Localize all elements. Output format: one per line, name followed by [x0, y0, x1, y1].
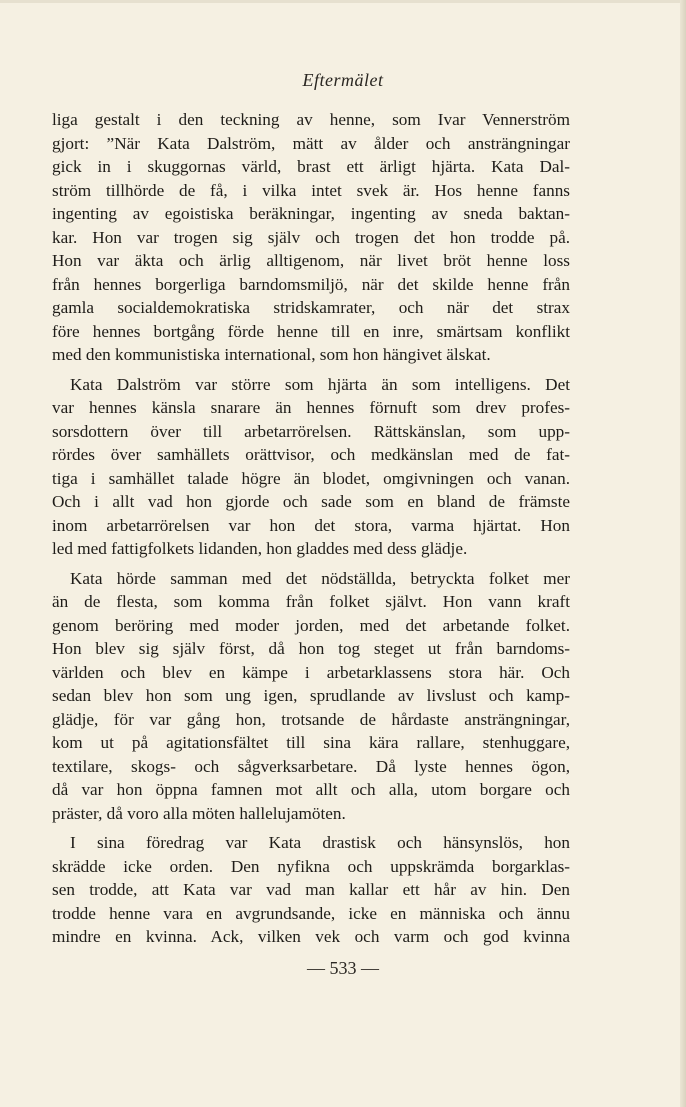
- text-line: sorsdottern över till arbetarrörelsen. Rättskänslan, som upp-: [52, 421, 570, 441]
- page-right-edge: [680, 0, 686, 1107]
- text-line: var hennes känsla snarare än hennes förnuft som drev profes-: [52, 398, 570, 417]
- text-line: glädje, för var gång hon, trotsande de hårdaste ansträngningar,: [52, 709, 570, 729]
- running-head: Eftermälet: [302, 70, 384, 90]
- paragraph: [52, 831, 570, 949]
- text-line: tiga i samhället talade högre än blodet, omgivningen och vanan.: [52, 468, 570, 488]
- body-text: [52, 108, 570, 949]
- text-line: världen och blev en kämpe i arbetarklassens stora här. Och: [52, 662, 570, 682]
- text-line: ingenting av egoistiska beräkningar, ingenting av sneda baktan-: [52, 204, 570, 223]
- text-line: gamla socialdemokratiska stridskamrater, och när det strax: [52, 298, 570, 317]
- text-line: präster, då voro alla möten hallelujamöten.: [52, 803, 346, 823]
- text-line: inom arbetarrörelsen var hon det stora, varma hjärtat. Hon: [52, 515, 570, 535]
- text-line: trodde henne vara en avgrundsande, icke en människa och ännu: [52, 903, 570, 923]
- text-line: än de flesta, som komma från folket självt. Hon vann kraft: [52, 592, 570, 611]
- text-line: gjort: ”När Kata Dalström, mätt av ålder och ansträngningar: [52, 133, 570, 153]
- text-line: då var hon öppna famnen mot allt och alla, utom borgare och: [52, 780, 570, 799]
- paragraph: [52, 108, 570, 367]
- text-line: sen trodde, att Kata var vad man kallar ett hår av hin. Den: [52, 880, 570, 899]
- text-line: Och i allt vad hon gjorde och sade som en bland de främste: [52, 492, 570, 511]
- text-line: med den kommunistiska international, som hon hängivet älskat.: [52, 345, 491, 364]
- text-line: Hon blev sig själv först, då hon tog steget ut från barndoms-: [52, 639, 570, 658]
- text-line: kom ut på agitationsfältet till sina kära rallare, stenhuggare,: [52, 733, 570, 752]
- paragraph: [52, 373, 570, 561]
- text-line: Hon var äkta och ärlig alltigenom, när livet bröt henne loss: [52, 251, 570, 270]
- paragraph: [52, 567, 570, 826]
- text-line: liga gestalt i den teckning av henne, som Ivar Vennerström: [52, 110, 570, 129]
- text-line: genom beröring med moder jorden, med det arbetande folket.: [52, 615, 570, 635]
- text-line: mindre en kvinna. Ack, vilken vek och varm och god kvinna: [52, 927, 570, 946]
- page-number: — 533 —: [307, 958, 379, 978]
- text-line: kar. Hon var trogen sig själv och trogen det hon trodde på.: [52, 227, 570, 247]
- text-line: Kata Dalström var större som hjärta än som intelligens. Det: [70, 374, 570, 394]
- text-line: Kata hörde samman med det nödställda, betryckta folket mer: [70, 568, 570, 588]
- text-line: från hennes borgerliga barndomsmiljö, när det skilde henne från: [52, 274, 570, 294]
- text-line: I sina föredrag var Kata drastisk och hänsynslös, hon: [70, 833, 570, 852]
- page-top-edge: [0, 0, 686, 3]
- text-line: ström tillhörde de få, i vilka intet svek är. Hos henne fanns: [52, 180, 570, 200]
- text-line: sedan blev hon som ung igen, sprudlande av livslust och kamp-: [52, 686, 570, 705]
- text-line: före hennes bortgång förde henne till en inre, smärtsam konflikt: [52, 321, 570, 341]
- text-line: rördes över samhällets orättvisor, och medkänslan med de fat-: [52, 445, 570, 464]
- text-line: textilare, skogs- och sågverksarbetare. Då lyste hennes ögon,: [52, 756, 570, 776]
- text-line: gick in i skuggornas värld, brast ett ärligt hjärta. Kata Dal-: [52, 157, 570, 176]
- text-line: skrädde icke orden. Den nyfikna och uppskrämda borgarklas-: [52, 856, 570, 876]
- text-line: led med fattigfolkets lidanden, hon gladdes med dess glädje.: [52, 539, 468, 558]
